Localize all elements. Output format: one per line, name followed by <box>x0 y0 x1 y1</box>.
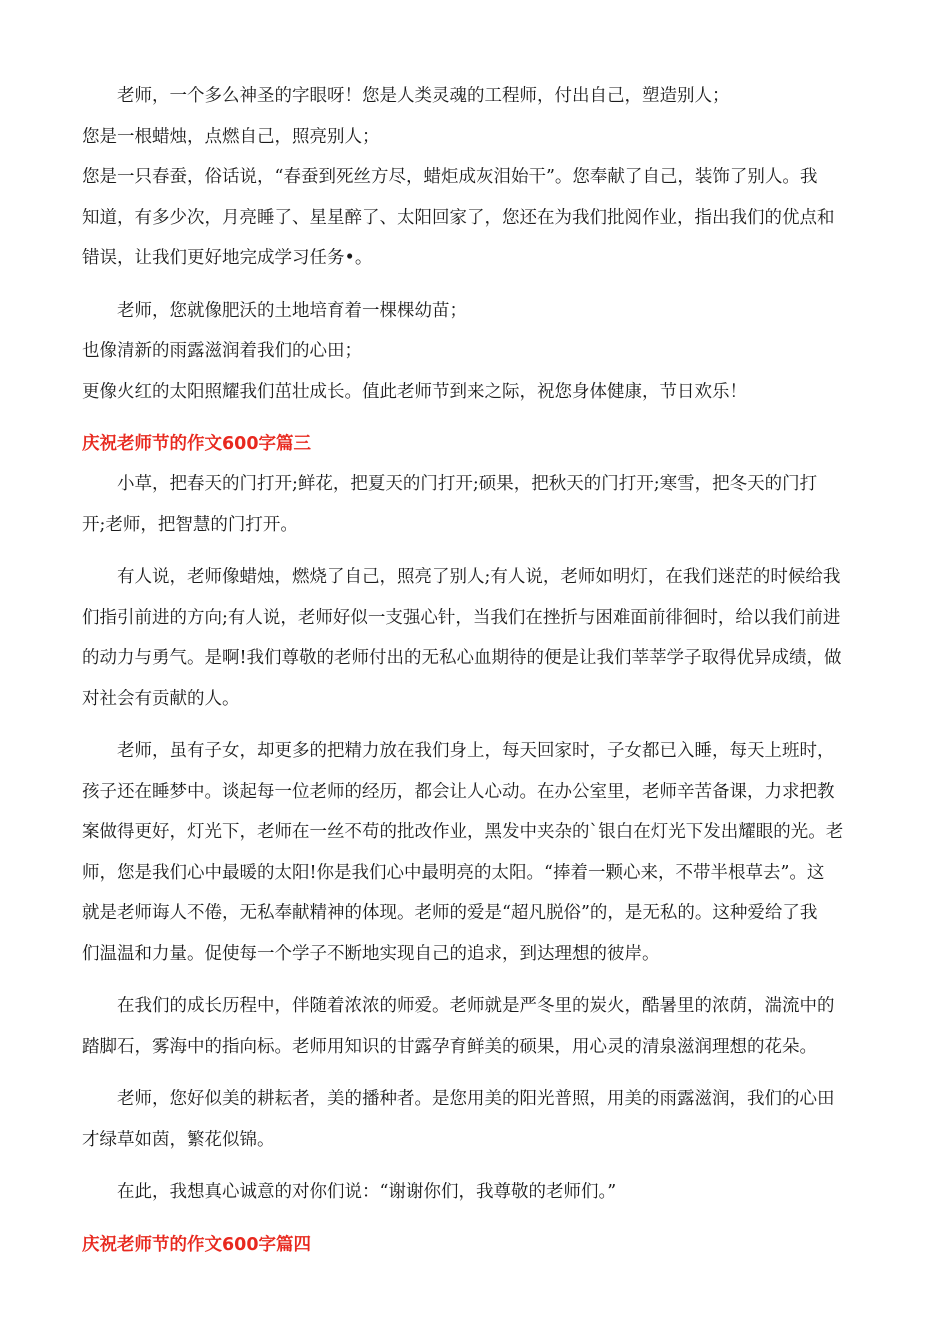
section-heading: 庆祝老师节的作文600字篇四 <box>82 1234 312 1255</box>
paragraph-line: 有人说，老师像蜡烛，燃烧了自己，照亮了别人;有人说，老师如明灯，在我们迷茫的时候给我 <box>117 567 841 587</box>
paragraph-line: 开;老师，把智慧的门打开。 <box>82 514 298 535</box>
paragraph-line: 在此，我想真心诚意的对你们说：“谢谢你们，我尊敬的老师们。” <box>117 1182 617 1202</box>
paragraph-line: 老师，您好似美的耕耘者，美的播种者。是您用美的阳光普照，用美的雨露滋润，我们的心田 <box>117 1089 835 1109</box>
paragraph-line: 才绿草如茵，繁花似锦。 <box>82 1129 275 1150</box>
paragraph-line: 案做得更好，灯光下，老师在一丝不苟的批改作业，黑发中夹杂的`银白在灯光下发出耀眼的光。老 <box>82 822 844 842</box>
paragraph-line: 错误，让我们更好地完成学习任务•。 <box>82 248 373 268</box>
section-heading: 庆祝老师节的作文600字篇三 <box>82 434 312 454</box>
paragraph-line: 就是老师诲人不倦，无私奉献精神的体现。老师的爱是“超凡脱俗”的，是无私的。这种爱给了我 <box>82 903 818 923</box>
paragraph-line: 老师，您就像肥沃的土地培育着一棵棵幼苗； <box>117 300 467 321</box>
paragraph-line: 老师，虽有子女，却更多的把精力放在我们身上，每天回家时，子女都已入睡，每天上班时， <box>117 741 835 761</box>
paragraph-line: 小草，把春天的门打开;鲜花，把夏天的门打开;硕果，把秋天的门打开;寒雪，把冬天的门打 <box>117 474 818 494</box>
paragraph-line: 师，您是我们心中最暖的太阳!你是我们心中最明亮的太阳。“捧着一颗心来，不带半根草去”。这 <box>82 862 825 883</box>
paragraph-line: 在我们的成长历程中，伴随着浓浓的师爱。老师就是严冬里的炭火，酷暑里的浓荫，湍流中的 <box>117 996 835 1016</box>
paragraph-line: 们指引前进的方向;有人说，老师好似一支强心针，当我们在挫折与困难面前徘徊时，给以我们前进 <box>82 607 841 628</box>
paragraph-line: 踏脚石，雾海中的指向标。老师用知识的甘露孕育鲜美的硕果，用心灵的清泉滋润理想的花朵。 <box>82 1036 817 1057</box>
paragraph-line: 知道，有多少次，月亮睡了、星星醉了、太阳回家了，您还在为我们批阅作业，指出我们的优点和 <box>82 207 835 228</box>
paragraph-line: 老师，一个多么神圣的字眼呀！您是人类灵魂的工程师，付出自己，塑造别人； <box>117 86 730 106</box>
paragraph-line: 对社会有贡献的人。 <box>82 688 240 709</box>
paragraph-line: 的动力与勇气。是啊!我们尊敬的老师付出的无私心血期待的便是让我们莘莘学子取得优异成绩，做 <box>82 648 842 668</box>
paragraph-line: 您是一只春蚕，俗话说，“春蚕到死丝方尽，蜡炬成灰泪始干”。您奉献了自己，装饰了别人。我 <box>82 167 818 187</box>
paragraph-line: 孩子还在睡梦中。谈起每一位老师的经历，都会让人心动。在办公室里，老师辛苦备课，力求把教 <box>82 781 835 802</box>
document-body <box>82 76 872 1265</box>
paragraph-line: 也像清新的雨露滋润着我们的心田； <box>82 341 362 361</box>
paragraph-line: 更像火红的太阳照耀我们茁壮成长。值此老师节到来之际，祝您身体健康，节日欢乐！ <box>82 381 747 402</box>
paragraph-line: 们温温和力量。促使每一个学子不断地实现自己的追求，到达理想的彼岸。 <box>82 943 660 964</box>
paragraph-line: 您是一根蜡烛，点燃自己，照亮别人； <box>82 126 380 147</box>
